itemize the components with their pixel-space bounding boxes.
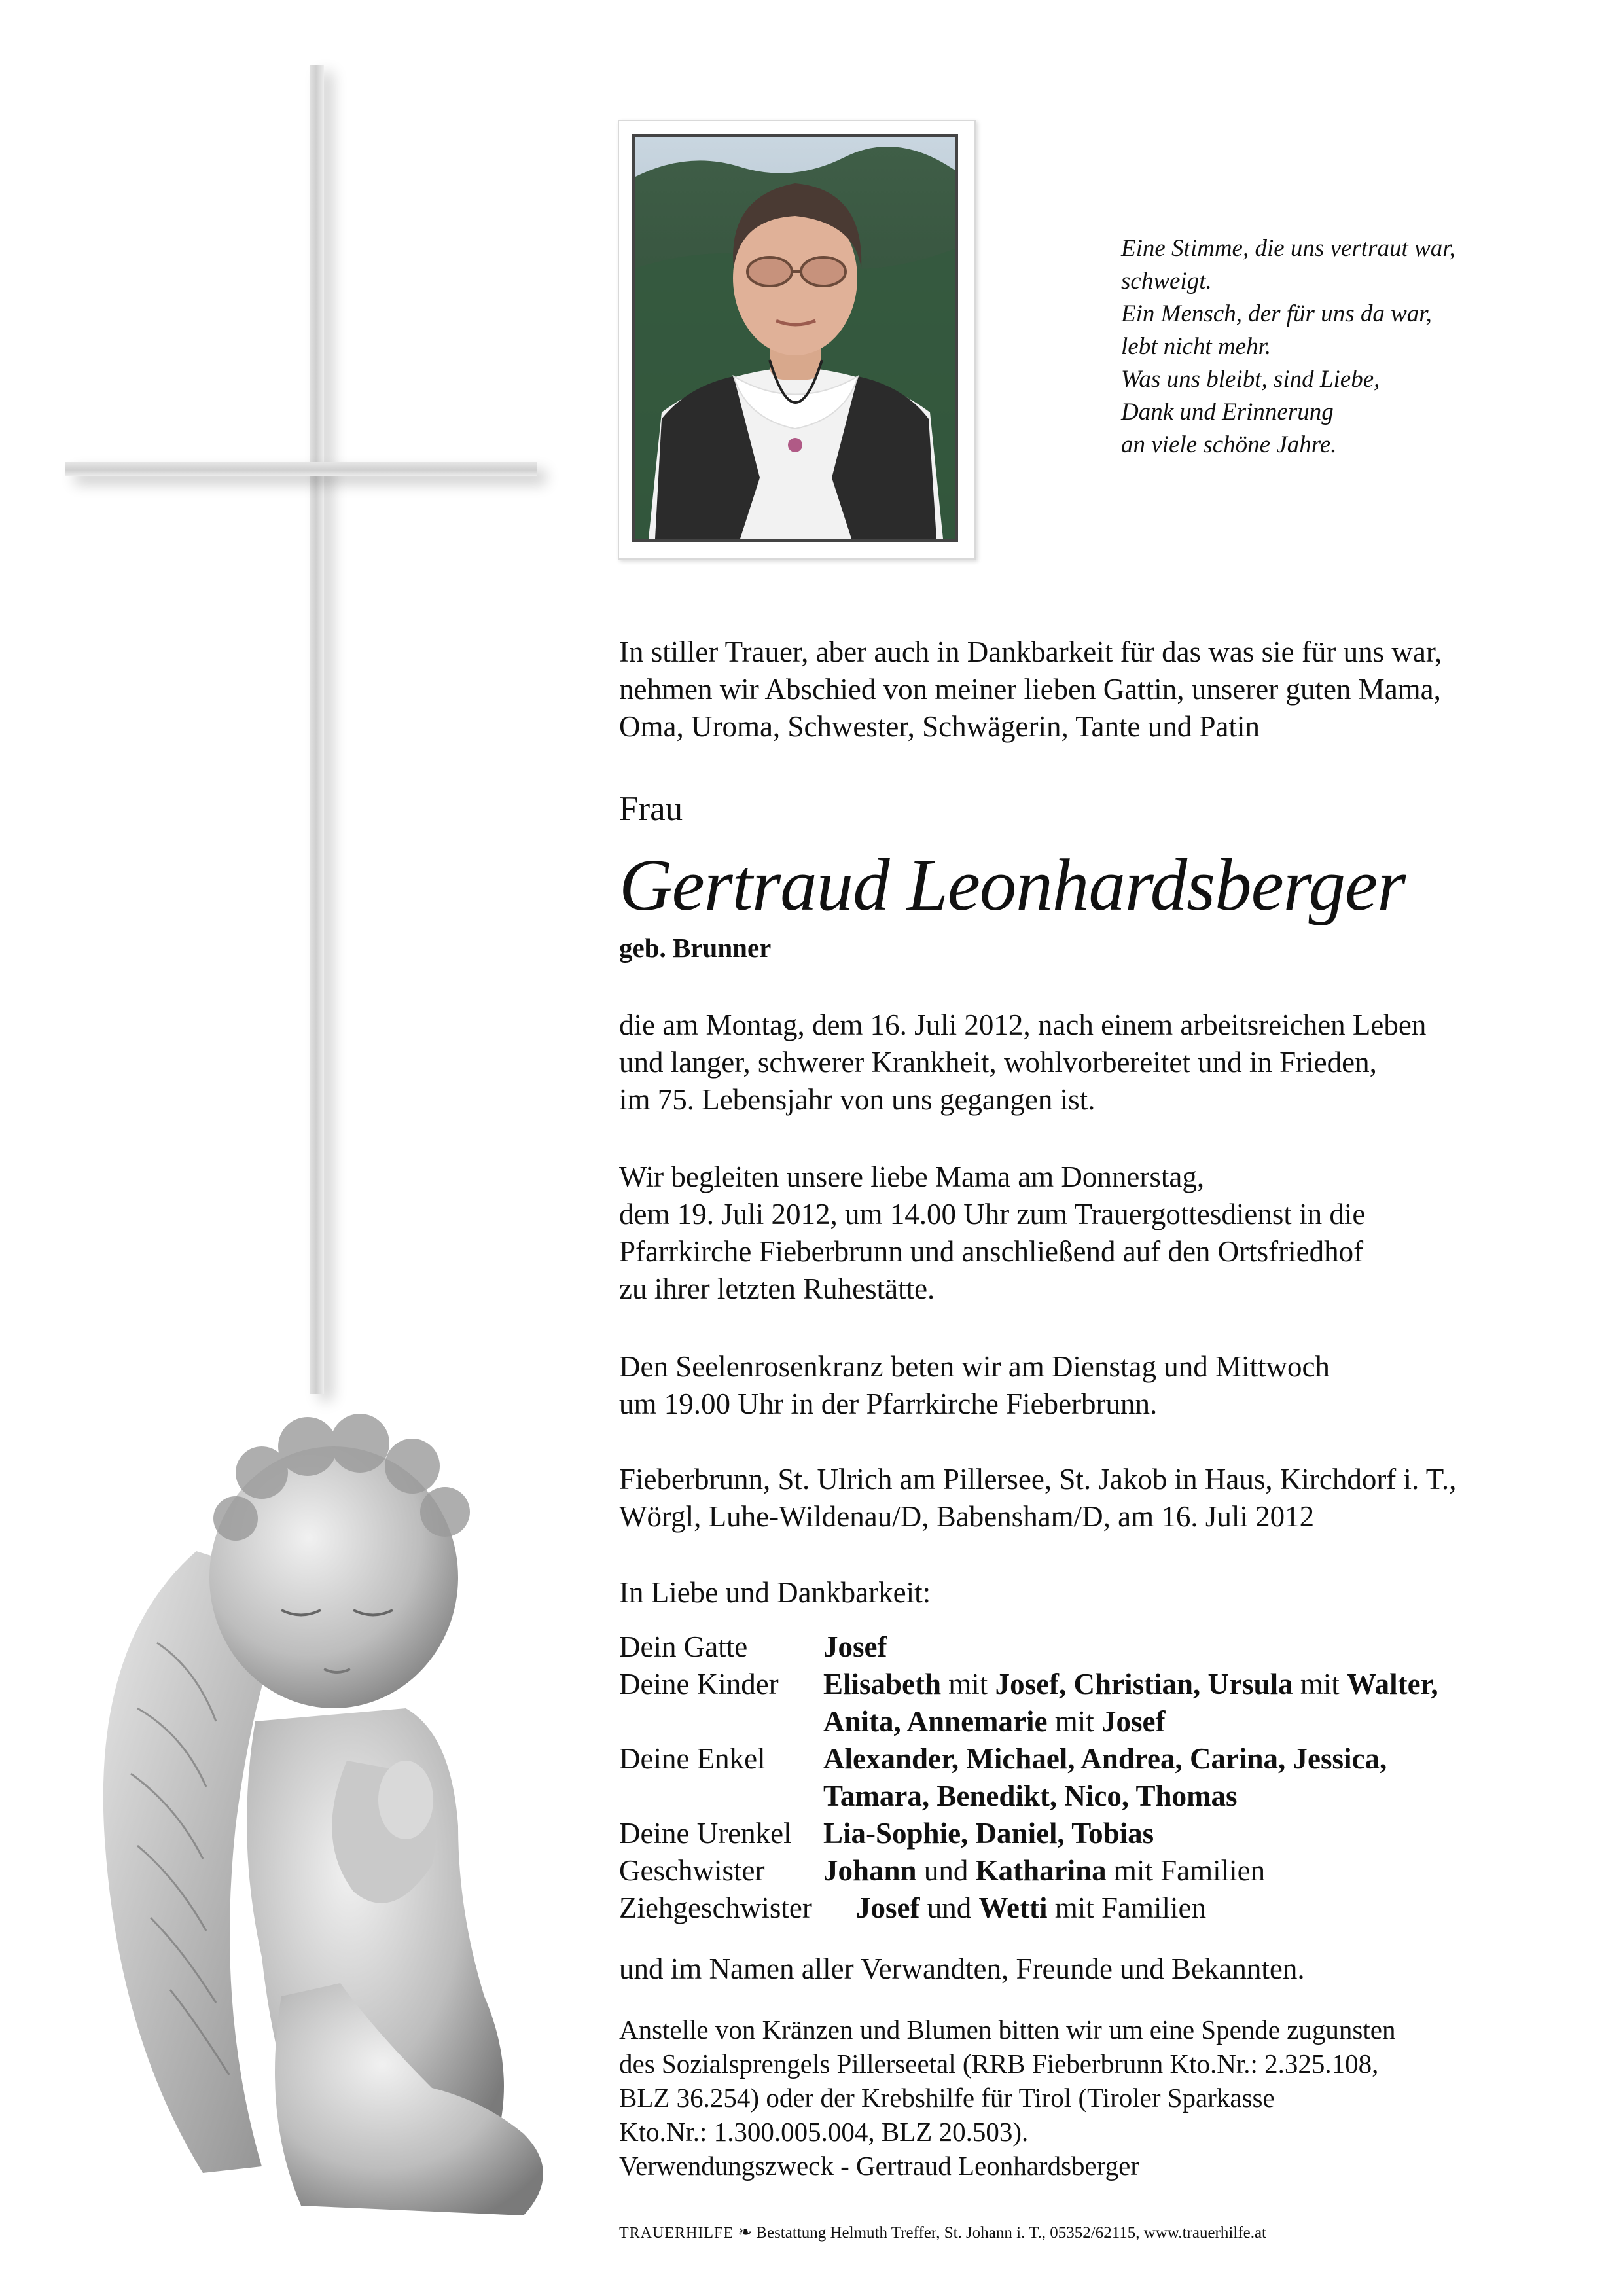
angel-statue [65,1302,602,2232]
funeral-line: Pfarrkirche Fieberbrunn und anschließend auf den Ortsfriedhof [619,1235,1364,1268]
poem-line: an viele schöne Jahre. [1121,431,1337,458]
poem-line: schweigt. [1121,268,1212,295]
family-name: Josef [823,1630,887,1663]
donation-line: Kto.Nr.: 1.300.005.004, BLZ 20.503). [619,2117,1029,2147]
connector-text: mit [1047,1705,1102,1738]
family-name: Wetti [978,1892,1048,1924]
donation-line: Verwendungszweck - Gertraud Leonhardsberger [619,2151,1139,2181]
relation-label: Geschwister [619,1854,765,1887]
relation-names [823,1740,1387,1778]
connector-text: mit Familien [1047,1892,1206,1924]
relation-label: Ziehgeschwister [619,1892,812,1924]
connector-text: und [916,1854,976,1887]
death-notice-line: die am Montag, dem 16. Juli 2012, nach einem arbeitsreichen Leben [619,1009,1427,1041]
funeral-details [619,1158,1365,1308]
relation-names [823,1852,1265,1890]
relatives-line: und im Namen aller Verwandten, Freunde und Bekannten. [619,1952,1305,1985]
connector-text: und [919,1892,979,1924]
funeral-line: Wir begleiten unsere liebe Mama am Donnerstag, [619,1160,1205,1193]
family-name: Katharina [975,1854,1107,1887]
funeral-line: dem 19. Juli 2012, um 14.00 Uhr zum Trauergottesdienst in die [619,1198,1366,1230]
relation-label: Dein Gatte [619,1630,748,1663]
places-line: Wörgl, Luhe-Wildenau/D, Babensham/D, am 16. Juli 2012 [619,1500,1315,1533]
family-name: Walter, [1347,1668,1438,1700]
family-name: Elisabeth [823,1668,942,1700]
rosary-line: um 19.00 Uhr in der Pfarrkirche Fieberbrunn. [619,1388,1158,1420]
family-name: Josef [856,1892,920,1924]
relation-label: Deine Kinder [619,1668,779,1700]
intro-line: In stiller Trauer, aber auch in Dankbarkeit für das was sie für uns war, [619,636,1442,668]
poem [1121,232,1579,461]
places-and-date [619,1461,1456,1535]
poem-line: Was uns bleibt, sind Liebe, [1121,366,1380,393]
relation-label: Deine Enkel [619,1742,766,1775]
footer [619,2223,1266,2242]
leaf-icon: ❧ [738,2223,753,2242]
relation-names [823,1815,1154,1852]
footer-text: Bestattung Helmuth Treffer, St. Johann i. T., 05352/62115, www.trauerhilfe.at [756,2224,1266,2242]
family-name: Tamara, Benedikt, Nico, Thomas [823,1780,1238,1812]
funeral-line: zu ihrer letzten Ruhestätte. [619,1272,935,1305]
relation-names [823,1628,887,1666]
birth-name: geb. Brunner [619,933,772,963]
relation-names [823,1703,1166,1740]
cross-horizontal-beam [65,462,537,476]
intro-line: nehmen wir Abschied von meiner lieben Gattin, unserer guten Mama, [619,673,1441,706]
family-name: Alexander, Michael, Andrea, Carina, Jessica, [823,1742,1387,1775]
relation-label: Deine Urenkel [619,1817,792,1850]
poem-line: Dank und Erinnerung [1121,399,1334,425]
intro-text [619,634,1442,745]
salutation: Frau [619,790,683,828]
places-line: Fieberbrunn, St. Ulrich am Pillersee, St. Jakob in Haus, Kirchdorf i. T., [619,1463,1457,1496]
footer-brand: TRAUERHILFE [619,2225,734,2242]
connector-text: mit Familien [1106,1854,1266,1887]
family-name: Johann [823,1854,917,1887]
poem-line: Eine Stimme, die uns vertraut war, [1121,235,1455,262]
connector-text: mit [1293,1668,1347,1700]
donation-line: BLZ 36.254) oder der Krebshilfe für Tirol (Tiroler Sparkasse [619,2083,1275,2113]
rosary-details [619,1348,1330,1423]
portrait-image [635,137,955,539]
death-notice-line: im 75. Lebensjahr von uns gegangen ist. [619,1083,1096,1116]
donation-request [619,2013,1395,2183]
poem-line: Ein Mensch, der für uns da war, [1121,300,1432,327]
intro-line: Oma, Uroma, Schwester, Schwägerin, Tante und Patin [619,710,1260,743]
death-notice-line: und langer, schwerer Krankheit, wohlvorbereitet und in Frieden, [619,1046,1377,1079]
family-name: Josef [1101,1705,1166,1738]
relation-names [823,1666,1438,1703]
death-notice [619,1007,1426,1119]
family-name: Josef, Christian, Ursula [995,1668,1293,1700]
family-name: Anita, Annemarie [823,1705,1048,1738]
poem-line: lebt nicht mehr. [1121,333,1272,360]
portrait-photo [632,134,958,542]
family-name: Lia-Sophie, Daniel, Tobias [823,1817,1154,1850]
relation-names [856,1890,1206,1927]
connector-text: mit [941,1668,995,1700]
rosary-line: Den Seelenrosenkranz beten wir am Dienstag und Mittwoch [619,1350,1330,1383]
donation-line: des Sozialsprengels Pillerseetal (RRB Fieberbrunn Kto.Nr.: 2.325.108, [619,2049,1379,2079]
deceased-name: Gertraud Leonhardsberger [619,844,1406,926]
relation-names [823,1778,1238,1815]
love-line: In Liebe und Dankbarkeit: [619,1576,931,1609]
donation-line: Anstelle von Kränzen und Blumen bitten wir um eine Spende zugunsten [619,2015,1396,2045]
cross-vertical-beam [310,65,324,1394]
